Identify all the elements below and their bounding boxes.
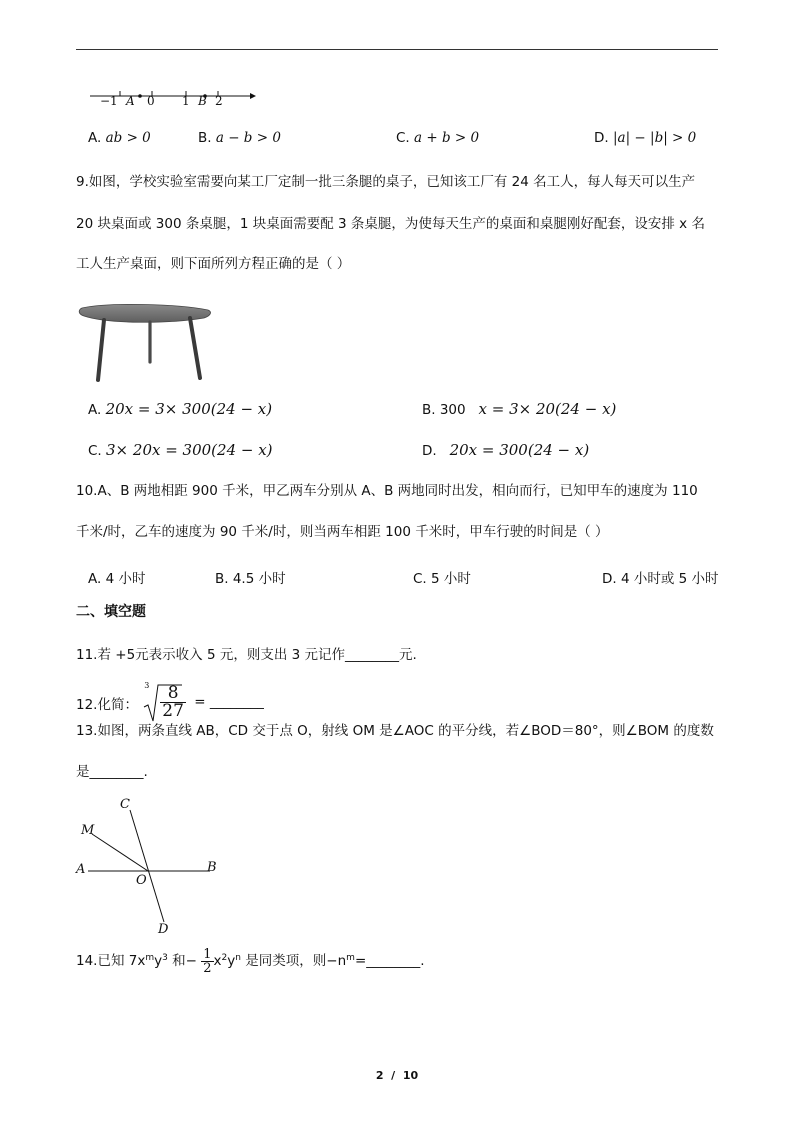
numberline-label-B: B — [198, 94, 207, 108]
q8-option-b: B. a − b > 0 — [198, 130, 281, 146]
page-number: 2 / 10 — [375, 1069, 419, 1082]
q14-text: 14.已知 $7x^my^3$ 和− $\frac{1}{2}$ $x^2y^n$ 是同类项，则$-n^m=\_\_\_\_\_\_\_\_$. — [76, 947, 425, 976]
numberline-label-neg1: −1 — [100, 94, 118, 108]
q10-line2: 千米/时，乙车的速度为 90 千米/时，则当两车相距 100 千米时，甲车行驶的时间是（ ） — [76, 524, 609, 540]
q9-option-a: A. 20x = 3× 300(24 − x) — [88, 400, 273, 418]
figure-label-C: C — [120, 797, 130, 812]
header-rule — [76, 49, 718, 50]
numberline-label-2: 2 — [215, 94, 223, 108]
q12-text: 12.化简： 3 $\frac{8}{27}$ = ________ — [76, 681, 264, 721]
q9-option-d: D. 20x = 300(24 − x) — [422, 441, 590, 459]
q10-line1: 10.A、B 两地相距 900 千米，甲乙两车分别从 A、B 两地同时出发，相向而行，已知甲车的速度为 110 — [76, 483, 698, 499]
q9-line3: 工人生产桌面，则下面所列方程正确的是（ ） — [76, 256, 351, 272]
q13-line1: 13.如图，两条直线 AB，CD 交于点 O，射线 OM 是∠AOC 的平分线，若∠BOD＝80°，则∠BOM 的度数 — [76, 723, 714, 739]
numberline-label-A: A — [126, 94, 135, 108]
q9-option-c: C. 3× 20x = 300(24 − x) — [88, 441, 273, 459]
section-title-fill-in: 二、填空题 — [76, 604, 146, 620]
numberline-label-0: 0 — [147, 94, 155, 108]
q8-option-c: C. a + b > 0 — [396, 130, 480, 146]
q11-text: 11.若 +5元表示收入 5 元，则支出 3 元记作________元. — [76, 647, 417, 663]
q8-option-a: A. ab > 0 — [88, 130, 151, 146]
q10-option-b: B. 4.5 小时 — [215, 571, 286, 587]
numberline-label-1: 1 — [182, 94, 190, 108]
figure-label-M: M — [81, 823, 95, 838]
q9-line2: 20 块桌面或 300 条桌腿，1 块桌面需要配 3 条桌腿，为使每天生产的桌面和桌腿刚好配套，设安排 x 名 — [76, 216, 705, 232]
q10-option-c: C. 5 小时 — [413, 571, 471, 587]
q9-line1: 9.如图，学校实验室需要向某工厂定制一批三条腿的桌子，已知该工厂有 24 名工人，每人每天可以生产 — [76, 174, 696, 190]
q9-option-b: B. 300 x = 3× 20(24 − x) — [422, 400, 617, 418]
q8-option-d: D. |a| − |b| > 0 — [594, 130, 697, 146]
table-illustration — [78, 300, 218, 384]
figure-label-D: D — [158, 922, 169, 937]
q10-option-d: D. 4 小时或 5 小时 — [602, 571, 719, 587]
figure-label-O: O — [136, 873, 147, 888]
figure-label-B: B — [207, 860, 217, 875]
figure-label-A: A — [76, 862, 86, 877]
q10-option-a: A. 4 小时 — [88, 571, 146, 587]
q13-line2: 是________. — [76, 764, 148, 780]
